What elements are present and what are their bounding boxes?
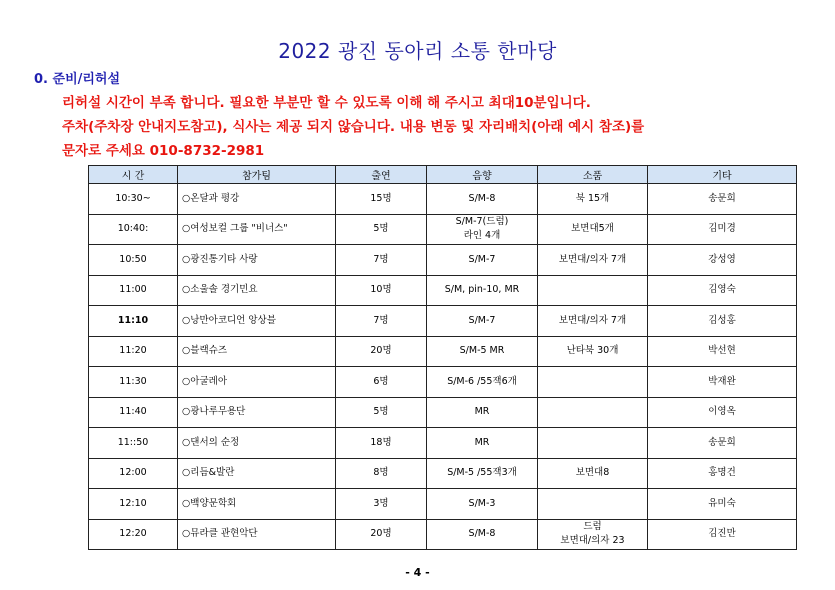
props-cell: 보면대/의자 7개 bbox=[538, 306, 648, 337]
table-row bbox=[89, 336, 797, 367]
sound-cell: S/M-5 /55잭3개 bbox=[427, 458, 538, 489]
team-cell: ○리듬&발란 bbox=[178, 458, 336, 489]
etc-cell: 김성홍 bbox=[648, 306, 797, 337]
time-cell: 10:50 bbox=[89, 245, 178, 276]
etc-cell: 김진만 bbox=[648, 519, 797, 550]
props-cell: 보면대5개 bbox=[538, 214, 648, 245]
time-cell: 11:30 bbox=[89, 367, 178, 398]
header-time: 시 간 bbox=[89, 166, 178, 184]
team-cell: ○댄서의 순정 bbox=[178, 428, 336, 459]
notice-line: 주차(주차장 안내지도참고), 식사는 제공 되지 않습니다. 내용 변동 및 자리배치(아래 예시 참조)를 bbox=[62, 119, 645, 135]
etc-cell: 강성영 bbox=[648, 245, 797, 276]
team-cell: ○뮤라클 관현악단 bbox=[178, 519, 336, 550]
sound-cell: MR bbox=[427, 428, 538, 459]
team-cell: ○낭만아코디언 앙상블 bbox=[178, 306, 336, 337]
etc-cell: 박재완 bbox=[648, 367, 797, 398]
team-cell: ○소울솔 경기민요 bbox=[178, 275, 336, 306]
sound-cell: S/M, pin-10, MR bbox=[427, 275, 538, 306]
notice-line: 문자로 주세요 010-8732-2981 bbox=[62, 143, 265, 159]
table-row bbox=[89, 214, 797, 245]
count-cell: 20명 bbox=[336, 336, 427, 367]
table-row bbox=[89, 367, 797, 398]
etc-cell: 유미숙 bbox=[648, 489, 797, 520]
time-cell: 11:20 bbox=[89, 336, 178, 367]
time-cell: 11:00 bbox=[89, 275, 178, 306]
table-row bbox=[89, 489, 797, 520]
table-row bbox=[89, 458, 797, 489]
count-cell: 5명 bbox=[336, 214, 427, 245]
sound-cell: S/M-8 bbox=[427, 184, 538, 215]
sound-cell: S/M-7 bbox=[427, 245, 538, 276]
section-heading: 0. 준비/리허설 bbox=[34, 72, 121, 87]
header-props: 소품 bbox=[538, 166, 648, 184]
team-cell: ○아굴레아 bbox=[178, 367, 336, 398]
count-cell: 7명 bbox=[336, 306, 427, 337]
table-row bbox=[89, 245, 797, 276]
count-cell: 5명 bbox=[336, 397, 427, 428]
time-cell: 10:40: bbox=[89, 214, 178, 245]
props-cell: 보면대/의자 7개 bbox=[538, 245, 648, 276]
sound-cell: S/M-6 /55잭6개 bbox=[427, 367, 538, 398]
etc-cell: 김영숙 bbox=[648, 275, 797, 306]
table-row bbox=[89, 306, 797, 337]
sound-cell: S/M-7 bbox=[427, 306, 538, 337]
count-cell: 3명 bbox=[336, 489, 427, 520]
team-cell: ○광진통기타 사랑 bbox=[178, 245, 336, 276]
time-cell: 11:10 bbox=[89, 306, 178, 337]
etc-cell: 박선현 bbox=[648, 336, 797, 367]
props-cell bbox=[538, 397, 648, 428]
etc-cell: 송문희 bbox=[648, 428, 797, 459]
sound-cell: S/M-8 bbox=[427, 519, 538, 550]
table-header-row bbox=[89, 166, 797, 184]
time-cell: 12:00 bbox=[89, 458, 178, 489]
team-cell: ○온달과 평강 bbox=[178, 184, 336, 215]
notice-line: 리허설 시간이 부족 합니다. 필요한 부분만 할 수 있도록 이해 해 주시고 최대10분입니다. bbox=[62, 95, 591, 111]
page-number: - 4 - bbox=[405, 566, 430, 579]
header-sound: 음향 bbox=[427, 166, 538, 184]
document-title: 2022 광진 동아리 소통 한마당 bbox=[278, 39, 557, 63]
time-cell: 12:10 bbox=[89, 489, 178, 520]
table-row bbox=[89, 397, 797, 428]
schedule-table bbox=[88, 165, 797, 550]
props-cell bbox=[538, 367, 648, 398]
etc-cell: 김미경 bbox=[648, 214, 797, 245]
header-count: 출연 bbox=[336, 166, 427, 184]
team-cell: ○블랙슈즈 bbox=[178, 336, 336, 367]
team-cell: ○광나루무용단 bbox=[178, 397, 336, 428]
props-cell: 드럼 보면대/의자 23 bbox=[538, 519, 648, 550]
sound-cell: MR bbox=[427, 397, 538, 428]
props-cell: 난타북 30개 bbox=[538, 336, 648, 367]
etc-cell: 송문희 bbox=[648, 184, 797, 215]
props-cell: 보면대8 bbox=[538, 458, 648, 489]
sound-cell: S/M-3 bbox=[427, 489, 538, 520]
time-cell: 12:20 bbox=[89, 519, 178, 550]
header-etc: 기타 bbox=[648, 166, 797, 184]
etc-cell: 이영옥 bbox=[648, 397, 797, 428]
props-cell bbox=[538, 428, 648, 459]
team-cell: ○여성보컬 그룹 "비너스" bbox=[178, 214, 336, 245]
table-row bbox=[89, 519, 797, 550]
sound-cell: S/M-7(드럼) 라인 4개 bbox=[427, 214, 538, 245]
table-row bbox=[89, 184, 797, 215]
table-row bbox=[89, 428, 797, 459]
props-cell bbox=[538, 275, 648, 306]
props-cell: 북 15개 bbox=[538, 184, 648, 215]
sound-cell: S/M-5 MR bbox=[427, 336, 538, 367]
count-cell: 10명 bbox=[336, 275, 427, 306]
count-cell: 18명 bbox=[336, 428, 427, 459]
props-cell bbox=[538, 489, 648, 520]
time-cell: 11::50 bbox=[89, 428, 178, 459]
count-cell: 6명 bbox=[336, 367, 427, 398]
count-cell: 15명 bbox=[336, 184, 427, 215]
team-cell: ○백양문학회 bbox=[178, 489, 336, 520]
header-team: 참가팀 bbox=[178, 166, 336, 184]
count-cell: 20명 bbox=[336, 519, 427, 550]
time-cell: 11:40 bbox=[89, 397, 178, 428]
time-cell: 10:30~ bbox=[89, 184, 178, 215]
etc-cell: 홍명건 bbox=[648, 458, 797, 489]
count-cell: 8명 bbox=[336, 458, 427, 489]
table-row bbox=[89, 275, 797, 306]
count-cell: 7명 bbox=[336, 245, 427, 276]
